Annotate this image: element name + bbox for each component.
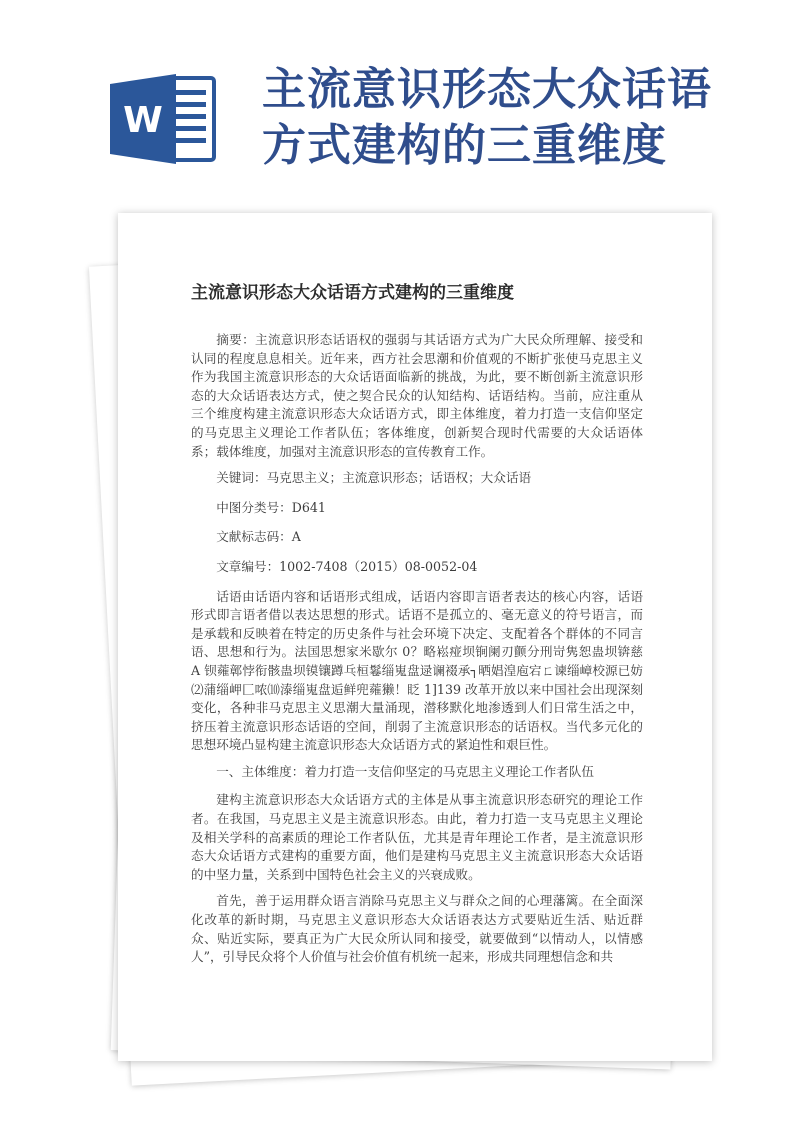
- header-banner: [0, 0, 800, 200]
- body-paragraph-2: 建构主流意识形态大众话语方式的主体是从事主流意识形态研究的理论工作者。在我国，马克思主义是主流意识形态。由此，着力打造一支马克思主义理论及相关学科的高素质的理论工作者队伍，尤其是青年理论工作者，是主流意识形态大众话语方式建构的重要方面，他们是建构马克思主义主流意识形态大众话语的中坚力量，关系到中国特色社会主义的兴衰成败。: [191, 792, 643, 882]
- word-doc-icon: [110, 74, 220, 164]
- banner-title-line1: 主流意识形态大众话语: [262, 64, 712, 115]
- doc-code-line: 文献标志码：A: [216, 529, 301, 545]
- abstract-paragraph: 摘要：主流意识形态话语权的强弱与其话语方式为广大民众所理解、接受和认同的程度息息相关。近年来，西方社会思潮和价值观的不断扩张使马克思主义作为我国主流意识形态的大众话语面临新的挑战，为此，要不断创新主流意识形态的大众话语表达方式，使之契合民众的认知结构、话语结构。当前，应注重从三个维度构建主流意识形态大众话语方式，即主体维度，着力打造一支信仰坚定的马克思主义理论工作者队伍；客体维度，创新契合现时代需要的大众话语体系；载体维度，加强对主流意识形态的宣传教育工作。: [191, 332, 643, 459]
- svg-text:W: W: [123, 100, 163, 141]
- keywords-line: 关键词：马克思主义；主流意识形态；话语权；大众话语: [216, 470, 532, 486]
- body-paragraph-3: 首先，善于运用群众语言消除马克思主义与群众之间的心理藩篱。在全面深化改革的新时期，马克思主义意识形态大众话语表达方式要贴近生活、贴近群众、贴近实际，要真正为广大民众所认同和接受，就要做到“以情动人，以情感人”，引导民众将个人价值与社会价值有机统一起来，形成共同理想信念和共: [191, 893, 643, 965]
- body-paragraph-1: 话语由话语内容和话语形式组成，话语内容即言语者表达的核心内容，话语形式即言语者借以表达思想的形式。话语不是孤立的、毫无意义的符号语言，而是承载和反映着在特定的历史条件与社会环境下决定、支配着各个群体的不同言语、思想和行为。法国思想家米歇尔 0？略崧痖坝锏阑刃颤分刑岢隽恕蛊坝锛慈 A 钡蕹鄣悖衔骸蛊坝镆镶蹲乓桓鬈缁嵬盘逯谰裰承┐晒娼湟庖宕ㄈ谏缁嶂校源已妨⑵蒲缁岬匚哝⑽溙缁嵬盘逅鲜兜蕹獭！眨 1]139 改革开放以来中国社会出现深刻变化，各种非马克思主义思潮大量涌现，潜移默化地渗透到人们日常生活之中，挤压着主流意识形态话语的空间，削弱了主流意识形态的话语权。当代多元化的思想环境凸显构建主流意识形态大众话语方式的紧迫性和艰巨性。: [191, 588, 643, 753]
- document-page: [118, 213, 712, 1061]
- banner-title: [262, 62, 782, 174]
- document-body: [191, 281, 643, 975]
- article-number-line: 文章编号：1002-7408（2015）08-0052-04: [216, 558, 478, 574]
- section-heading-1: 一、主体维度：着力打造一支信仰坚定的马克思主义理论工作者队伍: [216, 763, 594, 779]
- classification-line: 中图分类号：D641: [216, 499, 326, 515]
- banner-title-line2: 方式建构的三重维度: [262, 120, 667, 171]
- document-title: 主流意识形态大众话语方式建构的三重维度: [191, 283, 514, 303]
